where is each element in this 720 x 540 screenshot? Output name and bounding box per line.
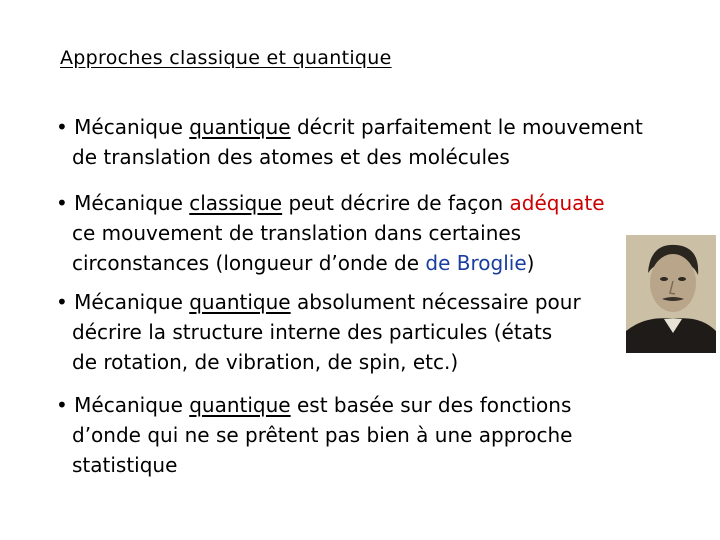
bullet-text: est basée sur des fonctions xyxy=(290,393,572,417)
bullet-line: de rotation, de vibration, de spin, etc.) xyxy=(72,350,459,374)
bullet-lead: Mécanique xyxy=(74,191,190,215)
underlined-term: quantique xyxy=(189,115,291,139)
bullet-item-4 xyxy=(56,390,572,480)
highlighted-name: de Broglie xyxy=(425,251,527,275)
underlined-term: quantique xyxy=(189,393,291,417)
bullet-lead: Mécanique xyxy=(74,290,190,314)
portrait-photo xyxy=(626,235,716,353)
bullet-line: statistique xyxy=(72,453,178,477)
portrait-icon xyxy=(626,235,716,353)
bullet-lead: Mécanique xyxy=(74,115,190,139)
bullet-line: de translation des atomes et des molécules xyxy=(72,145,510,169)
bullet-line-text: circonstances (longueur d’onde de xyxy=(72,251,426,275)
slide-title: Approches classique et quantique xyxy=(60,47,392,69)
bullet-text: absolument nécessaire pour xyxy=(290,290,581,314)
bullet-line: d’onde qui ne se prêtent pas bien à une approche xyxy=(72,423,573,447)
bullet-text: peut décrire de façon xyxy=(282,191,510,215)
underlined-term: quantique xyxy=(189,290,291,314)
underlined-term: classique xyxy=(189,191,283,215)
bullet-marker: • xyxy=(56,290,68,314)
bullet-marker: • xyxy=(56,191,68,215)
bullet-item-3 xyxy=(56,287,581,377)
bullet-line: décrire la structure interne des particules (états xyxy=(72,320,553,344)
bullet-text: décrit parfaitement le mouvement xyxy=(290,115,643,139)
bullet-item-1 xyxy=(56,112,643,172)
bullet-line: ce mouvement de translation dans certaines xyxy=(72,221,522,245)
bullet-lead: Mécanique xyxy=(74,393,190,417)
bullet-marker: • xyxy=(56,115,68,139)
bullet-line xyxy=(56,248,605,278)
highlighted-word: adéquate xyxy=(509,191,605,215)
bullet-line-text: ) xyxy=(526,251,535,275)
bullet-marker: • xyxy=(56,393,68,417)
bullet-item-2 xyxy=(56,188,605,278)
